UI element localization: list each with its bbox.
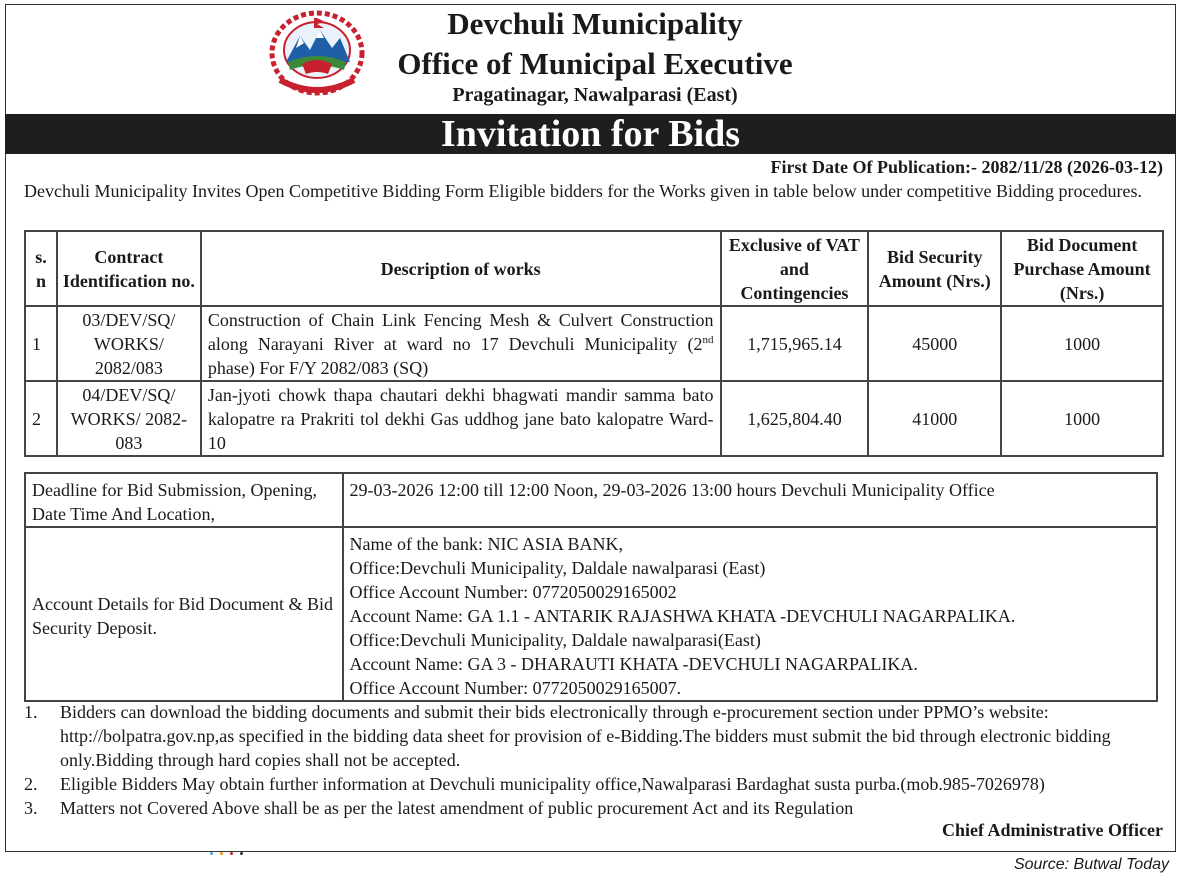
header-description: Description of works — [201, 231, 721, 306]
row-sn: 2 — [25, 381, 57, 456]
row-contract-id: 03/DEV/SQ/ WORKS/ 2082/083 — [57, 306, 201, 381]
header-sn: s. n — [25, 231, 57, 306]
row-bid-document: 1000 — [1001, 381, 1163, 456]
account-name-line: Account Name: GA 1.1 - ANTARIK RAJASHWA KHATA -DEVCHULI NAGARPALIKA. — [349, 606, 1016, 626]
note-text: Matters not Covered Above shall be as per the latest amendment of public procurement Act and its Regulation — [60, 798, 854, 818]
account-name-line: Account Name: GA 3 - DHARAUTI KHATA -DEVCHULI NAGARPALIKA. — [349, 654, 918, 674]
dot — [210, 852, 213, 855]
intro-paragraph: Devchuli Municipality Invites Open Competitive Bidding Form Eligible bidders for the Works given in table below under competitive Bidding procedures. — [24, 181, 1143, 201]
row-description: Jan-jyoti chowk thapa chautari dekhi bhagwati mandir samma bato kalopatre ra Prakriti tol dekhi Gas uddhog jane bato kalopatre Ward-10 — [201, 381, 721, 456]
publication-date: First Date Of Publication:- 2082/11/28 (2026-03-12) — [770, 157, 1163, 177]
works-table — [24, 230, 1164, 457]
note-number: 1. — [24, 702, 38, 722]
row-amount: 1,625,804.40 — [721, 381, 869, 456]
row-description — [201, 306, 721, 381]
list-item — [24, 796, 1164, 820]
office-line: Office:Devchuli Municipality, Daldale nawalparasi (East) — [349, 558, 766, 578]
table-row — [25, 306, 1163, 381]
note-number: 2. — [24, 774, 38, 794]
works-table-header — [25, 231, 1163, 306]
note-text: Bidders can download the bidding documents and submit their bids electronically through e-procurement section under PPMO’s website: http://bolpatra.gov.np,as specified in the bidding data sheet for provision of e-Bidding.The bidders must submit the bid through electronic bidding only.Bidding through hard copies shall not be accepted. — [60, 702, 1111, 770]
bid-info-table — [24, 472, 1158, 702]
signature-title: Chief Administrative Officer — [942, 820, 1163, 840]
account-number-line: Office Account Number: 0772050029165007. — [349, 678, 682, 698]
deadline-label: Deadline for Bid Submission, Opening, Date Time And Location, — [25, 473, 343, 527]
header-exclusive: Exclusive of VAT and Contingencies — [721, 231, 869, 306]
account-details — [343, 527, 1158, 701]
row-contract-id: 04/DEV/SQ/ WORKS/ 2082-083 — [57, 381, 201, 456]
row-bid-security: 41000 — [868, 381, 1001, 456]
row-sn: 1 — [25, 306, 57, 381]
office-name: Office of Municipal Executive — [397, 46, 793, 81]
description-tail: phase) For F/Y 2082/083 (SQ) — [207, 357, 429, 378]
nepal-emblem-icon — [268, 10, 366, 96]
header-bid-document: Bid Document Purchase Amount (Nrs.) — [1001, 231, 1163, 306]
account-label: Account Details for Bid Document & Bid Security Deposit. — [25, 527, 343, 701]
note-number: 3. — [24, 798, 38, 818]
office-address: Pragatinagar, Nawalparasi (East) — [452, 84, 738, 106]
row-amount: 1,715,965.14 — [721, 306, 869, 381]
dot — [220, 852, 223, 855]
page-title: Invitation for Bids — [5, 114, 1176, 154]
header-bid-security: Bid Security Amount (Nrs.) — [868, 231, 1001, 306]
deadline-value: 29-03-2026 12:00 till 12:00 Noon, 29-03-2026 13:00 hours Devchuli Municipality Office — [343, 473, 1158, 527]
dot — [240, 852, 243, 855]
source-credit: Source: Butwal Today — [1013, 856, 1169, 873]
decorative-dots — [210, 852, 243, 855]
deadline-row — [25, 473, 1157, 527]
table-row — [25, 381, 1163, 456]
list-item — [24, 772, 1164, 796]
municipality-name: Devchuli Municipality — [447, 6, 743, 41]
row-bid-document: 1000 — [1001, 306, 1163, 381]
account-row — [25, 527, 1157, 701]
notes-list — [24, 700, 1164, 820]
description-text: Construction of Chain Link Fencing Mesh & Culvert Construction along Narayani River at ward no 17 Devchuli Municipality (2 — [207, 309, 714, 354]
dot — [230, 852, 233, 855]
row-bid-security: 45000 — [868, 306, 1001, 381]
list-item — [24, 700, 1164, 772]
description-superscript: nd — [702, 333, 714, 346]
bank-name-line: Name of the bank: NIC ASIA BANK, — [349, 534, 623, 554]
header-contract-id: Contract Identification no. — [57, 231, 201, 306]
note-text: Eligible Bidders May obtain further information at Devchuli municipality office,Nawalparasi Bardaghat susta purba.(mob.985-7026978) — [60, 774, 1045, 794]
office-line: Office:Devchuli Municipality, Daldale nawalparasi(East) — [349, 630, 761, 650]
account-number-line: Office Account Number: 0772050029165002 — [349, 582, 677, 602]
